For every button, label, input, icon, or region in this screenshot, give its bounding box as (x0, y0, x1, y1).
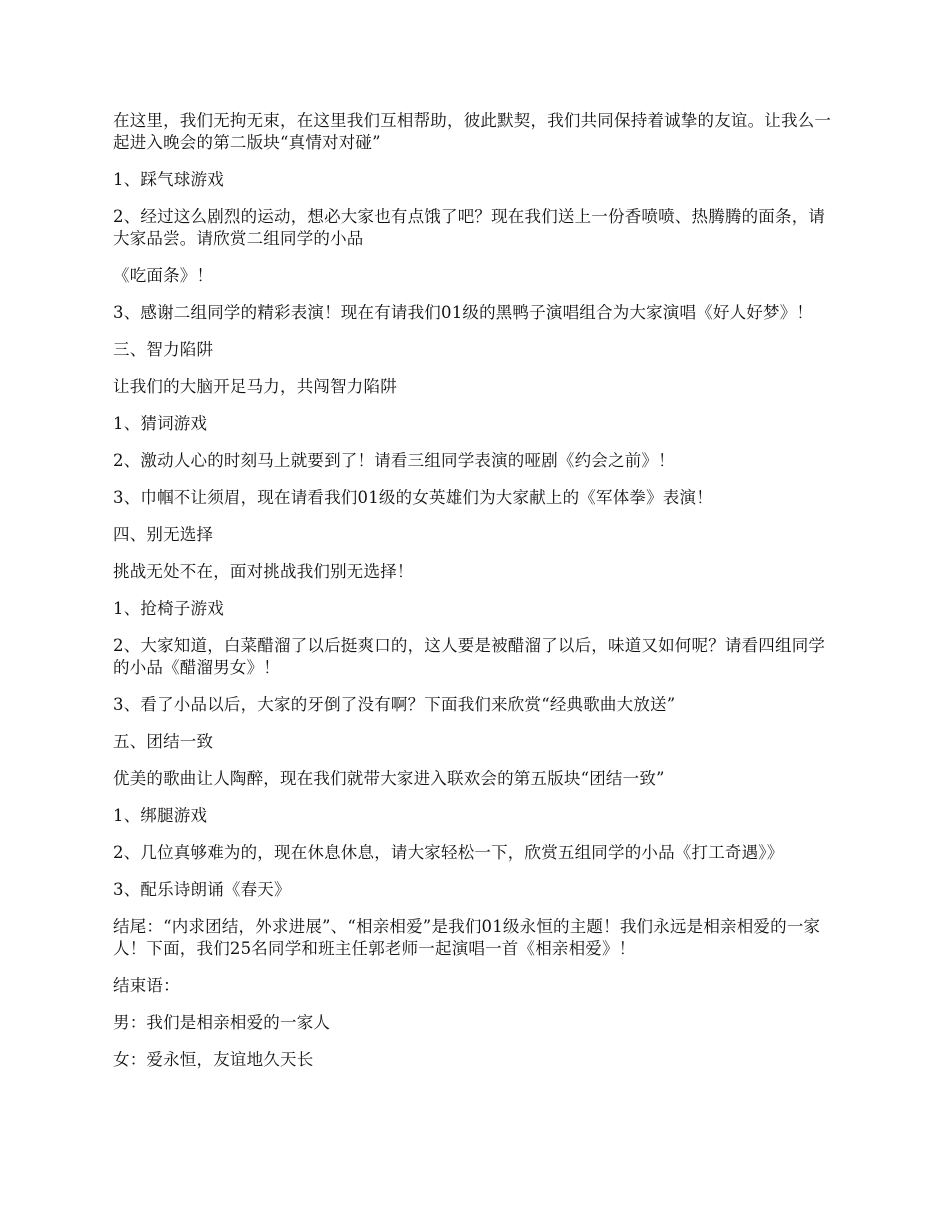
paragraph-15: 3、看了小品以后，大家的牙倒了没有啊？下面我们来欣赏“经典歌曲大放送” (113, 695, 676, 714)
paragraph-12: 挑战无处不在，面对挑战我们别无选择！ (113, 562, 414, 581)
paragraph-1: 在这里，我们无拘无束，在这里我们互相帮助，彼此默契，我们共同保持着诚挚的友谊。让我么一起进入晚会的第二版块“真情对对碰” (113, 111, 832, 152)
paragraph-13: 1、抢椅子游戏 (113, 599, 224, 618)
paragraph-7: 让我们的大脑开足马力，共闯智力陷阱 (113, 377, 397, 396)
paragraph-9: 2、激动人心的时刻马上就要到了！请看三组同学表演的哑剧《约会之前》！ (113, 451, 675, 470)
paragraph-17: 优美的歌曲让人陶醉，现在我们就带大家进入联欢会的第五版块“团结一致” (113, 769, 665, 788)
paragraph-18: 1、绑腿游戏 (113, 806, 208, 825)
section-heading-4: 四、别无选择 (113, 525, 214, 544)
paragraph-10: 3、巾帼不让须眉，现在请看我们01级的女英雄们为大家献上的《军体拳》表演！ (113, 488, 713, 507)
paragraph-14: 2、大家知道，白菜醋溜了以后挺爽口的，这人要是被醋溜了以后，味道又如何呢？请看四组同学的小品《醋溜男女》！ (113, 636, 826, 677)
paragraph-closing-label: 结束语： (113, 976, 180, 995)
paragraph-male-line: 男：我们是相亲相爱的一家人 (113, 1013, 331, 1032)
paragraph-20: 3、配乐诗朗诵《春天》 (113, 880, 291, 899)
paragraph-5: 3、感谢二组同学的精彩表演！现在有请我们01级的黑鸭子演唱组合为大家演唱《好人好梦》！ (113, 303, 814, 322)
document-body (113, 110, 835, 1086)
section-heading-5: 五、团结一致 (113, 732, 214, 751)
paragraph-female-line: 女：爱永恒，友谊地久天长 (113, 1050, 314, 1069)
paragraph-4: 《吃面条》！ (113, 266, 214, 285)
section-heading-3: 三、智力陷阱 (113, 340, 214, 359)
paragraph-closing: 结尾：“内求团结，外求进展”、“相亲相爱”是我们01级永恒的主题！我们永远是相亲相爱的一家人！下面，我们25名同学和班主任郭老师一起演唱一首《相亲相爱》！ (113, 917, 821, 958)
paragraph-2: 1、踩气球游戏 (113, 170, 224, 189)
paragraph-19: 2、几位真够难为的，现在休息休息，请大家轻松一下，欣赏五组同学的小品《打工奇遇》》 (113, 843, 784, 862)
paragraph-8: 1、猜词游戏 (113, 414, 208, 433)
paragraph-3: 2、经过这么剧烈的运动，想必大家也有点饿了吧？现在我们送上一份香喷喷、热腾腾的面条，请大家品尝。请欣赏二组同学的小品 (113, 207, 826, 248)
